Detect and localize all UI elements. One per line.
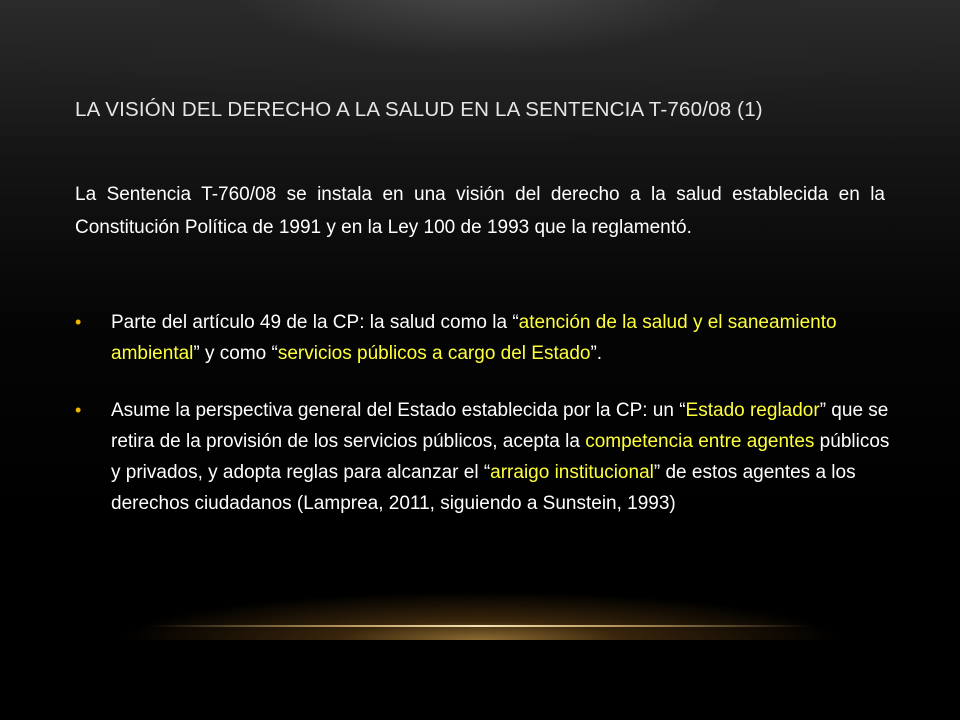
bullet-highlight: atención de la salud y el saneamiento ambiental bbox=[111, 312, 837, 364]
intro-paragraph: La Sentencia T-760/08 se instala en una visión del derecho a la salud establecida en la Constitución Política de 1991 y en la Ley 100 de 1993 que la reglamentó. bbox=[75, 184, 885, 238]
bullet-segment: ” de estos agentes a los derechos ciudadanos (Lamprea, 2011, siguiendo a Sunstein, 1993) bbox=[111, 462, 856, 514]
bullet-text bbox=[111, 400, 889, 514]
bullet-segment: públicos y privados, y adopta reglas para alcanzar el “ bbox=[111, 431, 890, 483]
bullet-highlight: arraigo institucional bbox=[490, 462, 654, 483]
bullet-highlight: competencia entre agentes bbox=[585, 431, 815, 452]
bullet-segment: Parte del artículo 49 de la CP: la salud como la “ bbox=[111, 312, 519, 333]
bullet-list bbox=[75, 307, 890, 545]
bullet-segment: ” que se retira de la provisión de los servicios públicos, acepta la bbox=[111, 400, 889, 452]
slide-title: LA VISIÓN DEL DERECHO A LA SALUD EN LA SENTENCIA T-760/08 (1) bbox=[75, 98, 763, 121]
bullet-item-2 bbox=[75, 395, 890, 519]
bullet-item-1 bbox=[75, 307, 890, 369]
decorative-glow bbox=[120, 560, 840, 640]
bullet-segment: ” y como “ bbox=[193, 343, 278, 364]
bullet-segment: Asume la perspectiva general del Estado establecida por la CP: un “ bbox=[111, 400, 686, 421]
bullet-highlight: Estado reglador bbox=[685, 400, 820, 421]
bullet-icon: • bbox=[75, 312, 82, 332]
decorative-glow-line bbox=[150, 625, 810, 627]
bullet-icon: • bbox=[75, 400, 82, 420]
bullet-segment: ”. bbox=[590, 343, 603, 364]
bullet-highlight: servicios públicos a cargo del Estado bbox=[277, 343, 591, 364]
bullet-text bbox=[111, 312, 837, 364]
